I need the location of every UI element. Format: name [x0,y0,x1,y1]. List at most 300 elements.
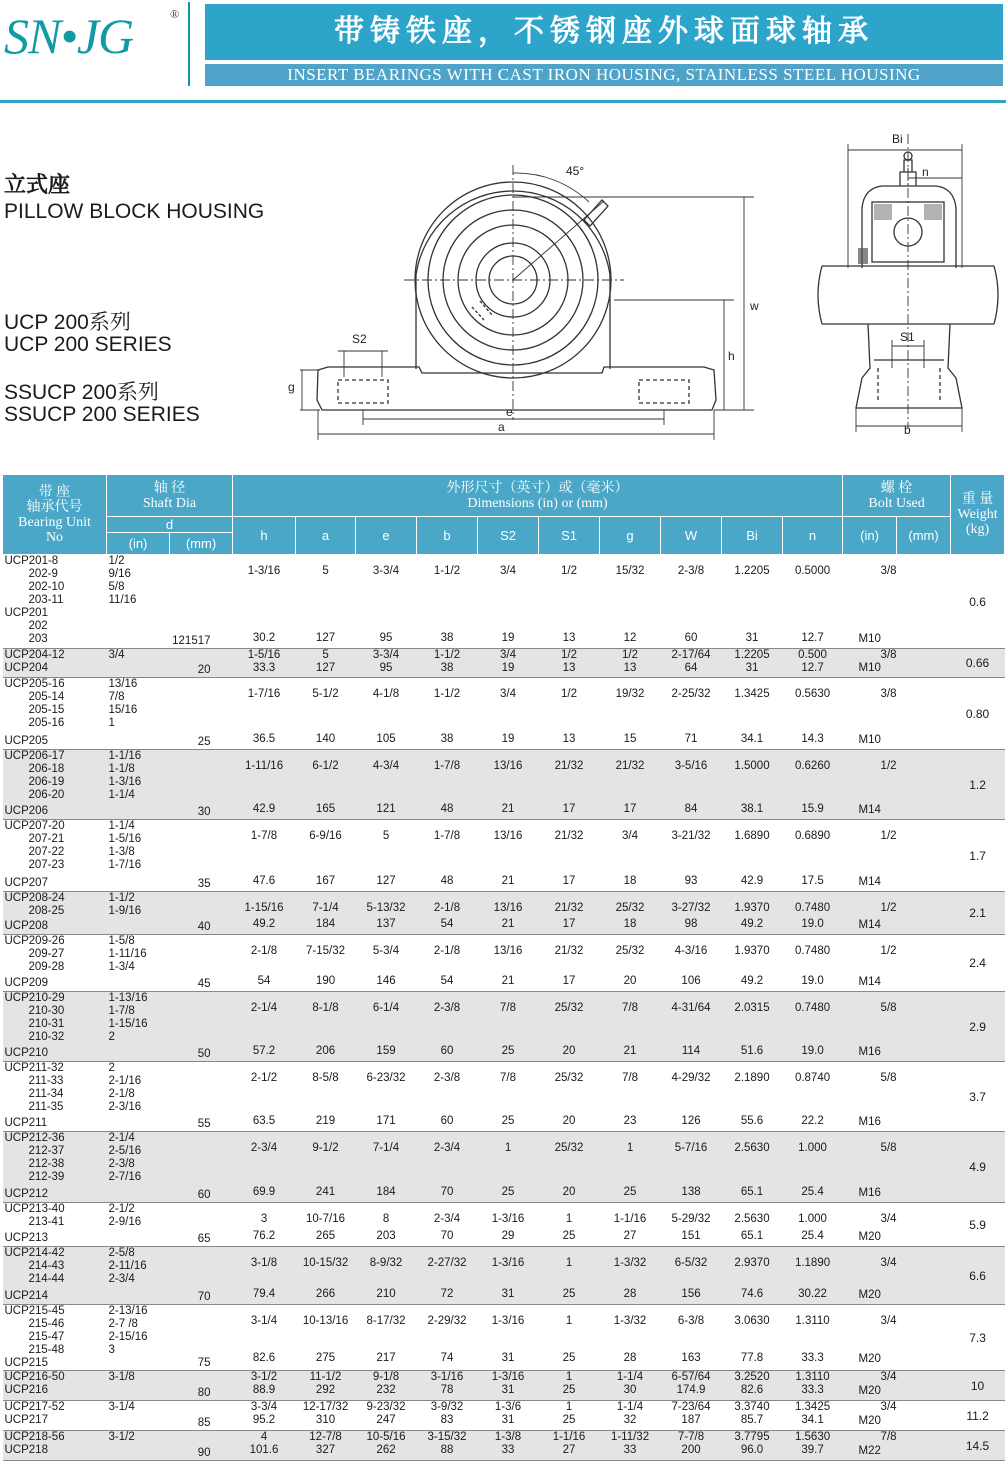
shaft-dia-in-value: 1-3/16 [108,776,142,788]
dim-s2-mm: 19 [501,733,515,745]
bearing-unit-code: 207-22 [28,846,65,858]
shaft-dia-in [107,1247,170,1305]
dim-n-mm: 12.7 [801,632,824,644]
dim-w-mm: 60 [684,632,698,644]
dim-w-in: 6-57/64 [671,1371,711,1383]
table-row [3,678,1005,750]
dim-b [417,935,478,992]
dim-b-mm: 38 [440,733,454,745]
dim-n [783,892,843,935]
bolt-in-value: 3/8 [880,688,897,700]
dim-w-mm: 200 [681,1444,701,1456]
dim-bi [722,678,783,750]
bolt-mm-value: M10 [858,633,881,645]
dim-w-mm: 71 [684,733,698,745]
shaft-dia-mm-value: 17 [197,635,211,647]
bearing-unit-code: 215-46 [28,1318,65,1330]
dimensions-table [2,474,1005,1461]
shaft-dia-mm-value: 15 [184,635,198,647]
dim-n-in: 0.7480 [794,902,831,914]
bolt-in-value: 1/2 [880,902,897,914]
dim-n [783,1062,843,1132]
dim-b [417,678,478,750]
dim-n-in: 0.5000 [794,565,831,577]
dim-e [356,1247,417,1305]
dim-s1-in: 1 [565,1401,573,1413]
dim-n-mm: 14.3 [801,733,824,745]
bearing-unit-code: UCP214 [4,1290,48,1302]
dim-n [783,1305,843,1371]
shaft-dia-in [107,820,170,892]
dim-b-mm: 48 [440,803,454,815]
dim-e-mm: 262 [376,1444,396,1456]
header-col-s2: S2 [478,517,539,555]
dim-a-mm: 167 [315,875,336,887]
dim-s2-in: 1-3/8 [494,1431,522,1443]
dim-g [600,1203,661,1247]
dim-bi [722,892,783,935]
dim-b-mm: 54 [440,918,454,930]
dim-a [296,1062,356,1132]
dim-g-in: 25/32 [615,902,645,914]
bearing-unit-code: UCP205 [4,735,48,747]
bearing-unit-code: 206-19 [28,776,65,788]
dim-g [600,1062,661,1132]
bearing-unit-code: 211-35 [28,1101,64,1113]
dim-b-in: 3-15/32 [427,1431,467,1443]
dim-e-in: 8 [382,1213,390,1225]
bearing-unit-code: 211-34 [28,1088,64,1100]
dim-h-mm: 47.6 [252,875,276,887]
dim-b [417,555,478,649]
label-e: e [506,405,513,419]
table-row [3,649,1005,678]
dim-bi-in: 1.3425 [734,688,770,700]
dim-h-in: 4 [260,1431,268,1443]
dim-w-mm: 98 [684,918,698,930]
dim-a-in: 5-1/2 [312,688,339,700]
dim-h-mm: 42.9 [252,803,276,815]
bearing-unit-code: UCP216 [4,1384,48,1396]
dim-w-mm: 64 [684,662,698,674]
table-row [3,1401,1005,1431]
dim-s2-in: 7/8 [500,1002,517,1014]
dim-s2-in: 1 [504,1142,512,1154]
header-shaft-d: d [107,517,233,533]
dim-bi-in: 2.9370 [734,1257,770,1269]
dim-g-in: 7/8 [622,1072,639,1084]
dim-h-mm: 69.9 [252,1186,276,1198]
shaft-dia-in-value: 2-7/16 [108,1171,142,1183]
weight-value: 1.7 [969,848,986,863]
shaft-dia-mm [170,1247,233,1305]
dim-b-in: 2-3/4 [433,1213,461,1225]
bearing-unit-code: UCP208-24 [4,892,65,904]
brand-logo [4,4,184,68]
dim-g-mm: 12 [623,632,637,644]
dim-s1-in: 21/32 [554,760,584,772]
dim-h-mm: 63.5 [252,1115,276,1127]
shaft-dia-in-value: 1-1/8 [108,763,135,775]
dim-s1-in: 25/32 [554,1142,584,1154]
dim-h [233,1431,296,1461]
shaft-dia-in [107,555,170,649]
dim-h-in: 2-1/8 [250,945,278,957]
dim-e-in: 6-23/32 [366,1072,406,1084]
bearing-unit-codes [3,678,107,750]
dim-b-mm: 60 [440,1115,454,1127]
front-view-drawing [284,155,774,445]
dim-s2 [478,1062,539,1132]
dim-n [783,1132,843,1203]
dim-s1-mm: 17 [562,918,576,930]
dim-e-in: 8-9/32 [369,1257,403,1269]
shaft-dia-in [107,1371,170,1401]
dim-s1 [539,892,600,935]
weight-value: 0.66 [965,656,990,670]
table-row [3,1203,1005,1247]
bearing-unit-codes [3,935,107,992]
shaft-dia-mm [170,820,233,892]
dim-bi-in: 1.2205 [734,649,770,661]
weight [951,892,1005,935]
shaft-dia-in-value: 15/16 [108,704,138,716]
dim-w [661,1431,722,1461]
shaft-dia-in-value: 2-1/16 [108,1075,142,1087]
dim-s2 [478,1401,539,1431]
shaft-dia-mm [170,750,233,820]
dim-w-in: 5-29/32 [671,1213,711,1225]
dim-w [661,1305,722,1371]
dim-bi-in: 2.5630 [734,1213,770,1225]
dim-w-mm: 138 [681,1186,701,1198]
dim-b [417,992,478,1062]
dim-s2-in: 13/16 [493,830,523,842]
dim-b [417,1401,478,1431]
dim-b [417,1247,478,1305]
dim-b-mm: 72 [440,1288,454,1300]
dim-s1-in: 21/32 [554,945,584,957]
dim-bi-in: 1.5000 [734,760,770,772]
weight [951,1062,1005,1132]
bearing-unit-code: 210-30 [28,1005,65,1017]
shaft-dia-in-value: 2-11/16 [108,1260,147,1272]
shaft-dia-mm [170,1305,233,1371]
dim-a-in: 9-1/2 [312,1142,339,1154]
dim-s1-in: 21/32 [554,830,584,842]
label-bi: Bi [892,132,903,146]
series1-en: UCP 200 SERIES [4,333,172,356]
bearing-unit-code: 215-47 [28,1331,65,1343]
header-col-b: b [417,517,478,555]
dim-s2 [478,992,539,1062]
dim-n-mm: 19.0 [801,1045,824,1057]
dim-e-in: 9-23/32 [366,1401,406,1413]
dim-s1-in: 1 [565,1213,573,1225]
dim-g [600,649,661,678]
dim-a-mm: 310 [315,1414,336,1426]
bolt-mm-value: M10 [858,662,881,674]
dim-bi-mm: 96.0 [740,1444,764,1456]
dim-s2-mm: 21 [501,803,515,815]
dim-n [783,678,843,750]
dim-e [356,992,417,1062]
dim-bi-in: 2.1890 [734,1072,770,1084]
header-col-bi: Bi [722,517,783,555]
dim-w-mm: 156 [681,1288,701,1300]
dim-n-in: 1.3425 [794,1401,831,1413]
dim-bi [722,1247,783,1305]
shaft-dia-mm-value: 65 [197,1233,211,1245]
dim-bi-mm: 65.1 [740,1186,764,1198]
weight [951,992,1005,1062]
dim-b-mm: 74 [440,1352,454,1364]
dim-h-mm: 36.5 [252,733,276,745]
dim-s2-in: 1-3/6 [494,1401,522,1413]
series1-cn: UCP 200系列 [4,311,131,334]
dim-h [233,1247,296,1305]
shaft-dia-in [107,750,170,820]
dim-s2 [478,1247,539,1305]
bearing-unit-codes [3,992,107,1062]
dim-e-in: 4-1/8 [372,688,400,700]
dim-s1 [539,1203,600,1247]
shaft-dia-in-value: 2 [108,1062,115,1074]
bearing-unit-code: 203 [28,633,48,645]
dim-e-in: 3-3/4 [372,565,400,577]
dim-a-in: 10-7/16 [306,1213,346,1225]
dim-s1-mm: 25 [562,1230,576,1242]
dim-a-mm: 275 [315,1352,336,1364]
dim-e [356,820,417,892]
shaft-dia-in-value: 3/4 [108,649,125,661]
dim-s1 [539,1371,600,1401]
dim-h [233,1062,296,1132]
shaft-dia-in-value: 2-1/2 [108,1203,135,1215]
dim-w [661,935,722,992]
dim-n-mm: 15.9 [801,803,824,815]
dim-bi-mm: 65.1 [740,1230,764,1242]
dim-s1-in: 1 [565,1371,573,1383]
dim-w [661,555,722,649]
dim-g-mm: 28 [623,1288,637,1300]
dim-a [296,1203,356,1247]
dim-bi-mm: 74.6 [740,1288,764,1300]
dim-s1 [539,678,600,750]
dim-e [356,1401,417,1431]
dim-w-in: 4-29/32 [671,1072,711,1084]
bearing-unit-codes [3,1247,107,1305]
dim-b-in: 2-1/8 [433,945,461,957]
bolt-in-value: 3/4 [880,1371,897,1383]
bearing-unit-codes [3,649,107,678]
dim-e-in: 3-3/4 [372,649,400,661]
shaft-dia-in [107,678,170,750]
dim-a-in: 7-1/4 [312,902,339,914]
dim-a-in: 6-9/16 [309,830,342,842]
bolt-mm-value: M20 [858,1231,881,1243]
dim-a-in: 5 [322,565,329,577]
bearing-unit-code: UCP212-36 [4,1132,65,1144]
dim-s2-in: 3/4 [500,565,517,577]
dim-g [600,892,661,935]
dim-a [296,1431,356,1461]
dim-s1-mm: 17 [562,803,576,815]
dim-h-in: 1-5/16 [247,649,281,661]
dim-a-mm: 265 [315,1230,336,1242]
weight-value: 1.2 [969,777,986,792]
bolt-mm-value: M20 [858,1289,881,1301]
dim-n-mm: 19.0 [801,975,824,987]
dim-a-mm: 140 [315,733,336,745]
dim-bi-mm: 42.9 [740,875,764,887]
dim-s1 [539,1132,600,1203]
dim-g-mm: 15 [623,733,637,745]
dim-h [233,992,296,1062]
dim-e-mm: 232 [376,1384,396,1396]
dim-s1 [539,992,600,1062]
dim-a [296,1371,356,1401]
dim-b-mm: 38 [440,662,454,674]
bearing-unit-code: 209-28 [28,961,65,973]
dim-g-mm: 25 [623,1186,637,1198]
dim-n-in: 0.6260 [794,760,831,772]
bearing-unit-code: 214-44 [28,1273,65,1285]
dim-a [296,892,356,935]
shaft-dia-mm-value: 70 [197,1291,211,1303]
dim-bi-in: 1.6890 [734,830,770,842]
bearing-unit-codes [3,1203,107,1247]
header-shaft-dia: 轴 径 Shaft Dia [107,475,233,517]
dim-e [356,1132,417,1203]
weight [951,1247,1005,1305]
dim-s2-in: 13/16 [493,902,523,914]
dim-b [417,1062,478,1132]
dim-e-in: 10-5/16 [366,1431,406,1443]
dim-s2-in: 13/16 [493,945,523,957]
bolt-mm-value: M14 [858,919,881,931]
dim-w-mm: 84 [684,803,698,815]
shaft-dia-mm [170,1062,233,1132]
shaft-dia-mm [170,1371,233,1401]
bearing-unit-code: UCP207 [4,877,48,889]
dim-b [417,1371,478,1401]
dim-s1-mm: 25 [562,1288,576,1300]
weight-value: 4.9 [969,1160,986,1174]
shaft-dia-in-value: 1-1/4 [108,789,135,801]
dim-w-in: 6-3/8 [677,1315,705,1327]
dim-g [600,555,661,649]
bolt-in-value: 5/8 [880,1142,897,1154]
dim-h-mm: 82.6 [252,1352,276,1364]
dim-h [233,750,296,820]
dim-b-in: 3-9/32 [430,1401,464,1413]
shaft-dia-in-value: 13/16 [108,678,138,690]
housing-type-en: PILLOW BLOCK HOUSING [4,200,265,223]
dim-b [417,1203,478,1247]
series2-en: SSUCP 200 SERIES [4,403,200,426]
bolt-mm-value: M10 [858,734,881,746]
shaft-dia-mm [170,678,233,750]
weight [951,1203,1005,1247]
dim-a-in: 8-5/8 [312,1072,339,1084]
dim-s2 [478,1371,539,1401]
dim-bi-mm: 82.6 [740,1384,764,1396]
dim-bi [722,1132,783,1203]
bearing-unit-code: 208-25 [28,905,65,917]
dim-a-in: 12-7/8 [309,1431,342,1443]
header-bolt-in: (in) [843,517,897,555]
bearing-unit-code: UCP201 [4,607,48,619]
dim-n [783,1431,843,1461]
dim-b [417,1132,478,1203]
bearing-unit-code: 203-11 [28,594,64,606]
dim-g [600,1247,661,1305]
dim-g [600,750,661,820]
dim-s2-mm: 21 [501,875,515,887]
dim-h-in: 1-3/16 [247,565,281,577]
dim-s2-in: 7/8 [500,1072,517,1084]
dim-n-mm: 19.0 [801,918,824,930]
dim-s2-in: 1-3/16 [491,1315,525,1327]
bearing-unit-code: UCP210-29 [4,992,65,1004]
dim-s2-in: 1-3/16 [491,1371,525,1383]
dim-s1-in: 1/2 [561,565,578,577]
dim-b [417,649,478,678]
dim-n [783,1401,843,1431]
dim-n-mm: 25.4 [801,1186,824,1198]
dim-s2 [478,555,539,649]
dim-s2-mm: 21 [501,918,515,930]
bearing-unit-code: 205-16 [28,717,65,729]
dim-bi [722,1401,783,1431]
dim-bi [722,750,783,820]
weight [951,1132,1005,1203]
dim-a [296,820,356,892]
shaft-dia-mm-value: 40 [197,921,211,933]
dim-w-in: 7-23/64 [671,1401,711,1413]
dim-s1 [539,1401,600,1431]
header-divider [0,100,1006,103]
dim-h [233,1401,296,1431]
dim-b-mm: 83 [440,1414,454,1426]
dim-n-mm: 25.4 [801,1230,824,1242]
dim-e-in: 8-17/32 [366,1315,406,1327]
dim-w [661,1062,722,1132]
shaft-dia-in-value: 11/16 [108,594,137,606]
shaft-dia-in-value: 2-3/16 [108,1101,142,1113]
dim-h-mm: 30.2 [252,632,276,644]
dim-bi [722,1203,783,1247]
dim-g-mm: 21 [623,1045,637,1057]
bearing-unit-code: 207-21 [28,833,65,845]
bearing-unit-code: 212-39 [28,1171,65,1183]
dim-bi [722,1062,783,1132]
bearing-unit-code: UCP204 [4,662,48,674]
dim-n-in: 1.5630 [794,1431,831,1443]
dim-b-in: 2-27/32 [427,1257,467,1269]
dim-g-in: 1/2 [622,649,639,661]
bolt-mm-value: M22 [858,1445,881,1457]
header-col-g: g [600,517,661,555]
bearing-unit-code: UCP206-17 [4,750,65,762]
dim-g-in: 21/32 [615,760,645,772]
dim-s1-mm: 13 [562,632,576,644]
dim-b [417,750,478,820]
dim-n-in: 1.1890 [794,1257,831,1269]
dim-b-mm: 48 [440,875,454,887]
dim-w-in: 2-25/32 [671,688,711,700]
